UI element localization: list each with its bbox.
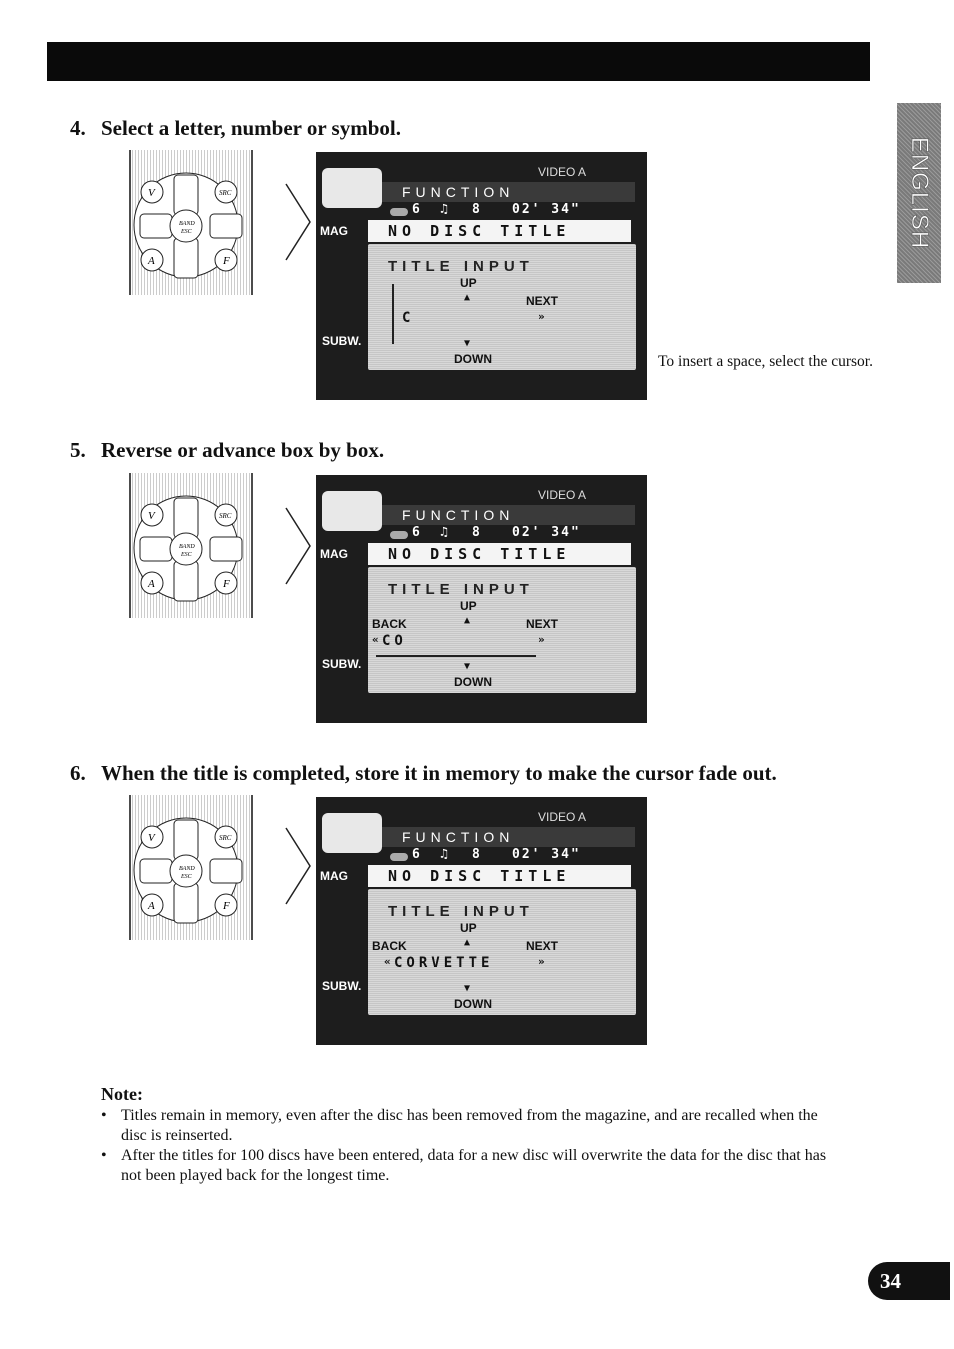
step-5-heading: [70, 438, 384, 463]
list-item: • Titles remain in memory, even after the disc has been removed from the magazine, and are recalled when the disc is reinserted.: [101, 1106, 841, 1146]
step-text: Select a letter, number or symbol.: [101, 116, 401, 140]
disc-icon: [322, 813, 382, 853]
side-column: [316, 857, 366, 1045]
header-bar: [47, 42, 870, 81]
remote-a-label: A: [148, 578, 155, 590]
down-label: DOWN: [454, 675, 492, 689]
play-time: 02' 34": [512, 847, 581, 862]
note-heading: Note:: [101, 1084, 143, 1104]
rewind-icon: «: [384, 955, 391, 968]
mag-label: MAG: [320, 547, 348, 561]
horizontal-arrow-indicator: [376, 655, 536, 657]
up-triangle-icon: ▲: [464, 937, 471, 948]
video-source-label: VIDEO A: [538, 165, 587, 179]
forward-icon: »: [538, 633, 545, 646]
playback-info: [382, 847, 635, 865]
disc-number: 6: [412, 525, 420, 540]
video-source-label: VIDEO A: [538, 488, 587, 502]
remote-control-illustration: [126, 473, 256, 618]
track-number: 8: [472, 525, 480, 540]
disc-icon: [390, 853, 408, 861]
mag-label: MAG: [320, 224, 348, 238]
language-tab-label: ENGLISH: [906, 136, 933, 250]
remote-esc-label: ESC: [181, 229, 192, 235]
arrow-right-icon: [284, 182, 312, 262]
title-entry: C: [402, 310, 415, 326]
next-label: NEXT: [526, 939, 559, 953]
step-text: Reverse or advance box by box.: [101, 438, 385, 462]
music-note-icon: ♫: [440, 525, 448, 540]
mag-label: MAG: [320, 869, 348, 883]
arrow-right-icon: [284, 506, 312, 586]
remote-band-label: BAND: [179, 544, 195, 550]
remote-band-label: BAND: [179, 221, 195, 227]
remote-src-label: SRC: [219, 189, 232, 197]
step-number: 5.: [70, 438, 86, 462]
playback-info: [382, 202, 635, 220]
remote-esc-label: ESC: [181, 874, 192, 880]
next-label: NEXT: [526, 294, 559, 308]
music-note-icon: ♫: [440, 202, 448, 217]
remote-src-label: SRC: [219, 512, 232, 520]
disc-number: 6: [412, 847, 420, 862]
up-label: UP: [460, 921, 477, 935]
title-input-panel: [368, 889, 636, 1015]
step-number: 4.: [70, 116, 86, 140]
display-screen: [316, 797, 647, 1045]
play-time: 02' 34": [512, 202, 581, 217]
note-list: [101, 1106, 841, 1186]
title-input-panel: [368, 244, 636, 370]
step-4-heading: [70, 116, 401, 141]
track-number: 8: [472, 847, 480, 862]
disc-icon: [390, 531, 408, 539]
display-screen: [316, 152, 647, 400]
down-triangle-icon: ▼: [464, 983, 471, 994]
subw-label: SUBW.: [322, 657, 362, 671]
title-input-panel: [368, 567, 636, 693]
disc-icon: [390, 208, 408, 216]
disc-icon: [322, 168, 382, 208]
down-label: DOWN: [454, 352, 492, 366]
up-triangle-icon: ▲: [464, 615, 471, 626]
title-input-label: TITLE INPUT: [388, 581, 534, 598]
subw-label: SUBW.: [322, 979, 362, 993]
disc-title: NO DISC TITLE: [368, 220, 631, 242]
remote-f-label: F: [223, 900, 230, 912]
up-triangle-icon: ▲: [464, 292, 471, 303]
next-label: NEXT: [526, 617, 559, 631]
disc-icon: [322, 491, 382, 531]
play-time: 02' 34": [512, 525, 581, 540]
down-triangle-icon: ▼: [464, 338, 471, 349]
subw-label: SUBW.: [322, 334, 362, 348]
remote-src-label: SRC: [219, 834, 232, 842]
disc-title: NO DISC TITLE: [368, 865, 631, 887]
arrow-right-icon: [284, 826, 312, 906]
title-input-label: TITLE INPUT: [388, 903, 534, 920]
up-label: UP: [460, 599, 477, 613]
function-bar: FUNCTION: [382, 505, 635, 525]
page-number: 34: [868, 1262, 950, 1300]
remote-v-label: V: [148, 187, 155, 199]
title-input-label: TITLE INPUT: [388, 258, 534, 275]
display-screen: [316, 475, 647, 723]
vertical-arrow-indicator: [392, 284, 394, 344]
remote-control-illustration: [126, 795, 256, 940]
side-column: [316, 212, 366, 400]
remote-band-label: BAND: [179, 866, 195, 872]
remote-a-label: A: [148, 255, 155, 267]
video-source-label: VIDEO A: [538, 810, 587, 824]
disc-title: NO DISC TITLE: [368, 543, 631, 565]
remote-v-label: V: [148, 832, 155, 844]
up-label: UP: [460, 276, 477, 290]
forward-icon: »: [538, 955, 545, 968]
down-triangle-icon: ▼: [464, 661, 471, 672]
side-column: [316, 535, 366, 723]
language-tab: [897, 103, 941, 283]
playback-info: [382, 525, 635, 543]
remote-f-label: F: [223, 578, 230, 590]
list-item: • After the titles for 100 discs have been entered, data for a new disc will overwrite the data for the disc that has not been played back for the longest time.: [101, 1146, 841, 1186]
back-label: BACK: [372, 939, 407, 953]
remote-esc-label: ESC: [181, 552, 192, 558]
remote-a-label: A: [148, 900, 155, 912]
step-6-heading: [70, 761, 777, 786]
disc-number: 6: [412, 202, 420, 217]
rewind-icon: «: [372, 633, 379, 646]
forward-icon: »: [538, 310, 545, 323]
track-number: 8: [472, 202, 480, 217]
step-text: When the title is completed, store it in memory to make the cursor fade out.: [101, 761, 777, 785]
function-bar: FUNCTION: [382, 182, 635, 202]
remote-v-label: V: [148, 510, 155, 522]
remote-f-label: F: [223, 255, 230, 267]
side-caption: To insert a space, select the cursor.: [658, 353, 873, 370]
down-label: DOWN: [454, 997, 492, 1011]
function-bar: FUNCTION: [382, 827, 635, 847]
title-entry: CORVETTE: [394, 955, 494, 971]
back-label: BACK: [372, 617, 407, 631]
music-note-icon: ♫: [440, 847, 448, 862]
remote-control-illustration: [126, 150, 256, 295]
title-entry: CO: [382, 633, 407, 649]
step-number: 6.: [70, 761, 86, 785]
